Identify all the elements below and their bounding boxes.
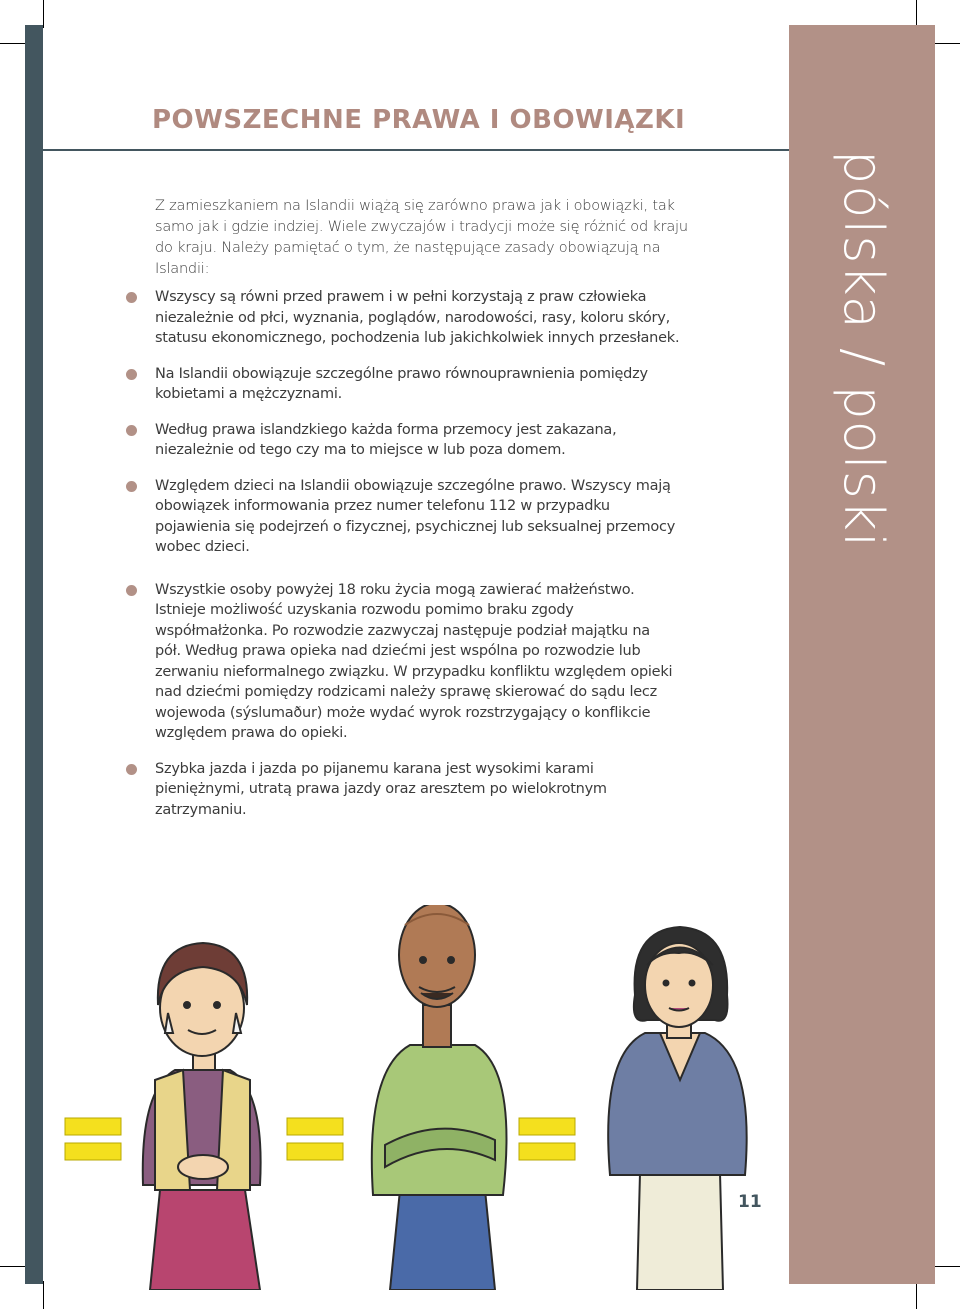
crop-mark [0, 43, 28, 44]
crop-mark [932, 1266, 960, 1267]
crop-mark [0, 1266, 28, 1267]
crop-mark [916, 1281, 917, 1309]
crop-mark [43, 0, 44, 28]
list-item: Według prawa islandzkiego każda forma przemocy jest zakazana, niezależnie od tego czy ma to miejsce w lub poza domem. [0, 420, 700, 461]
woman-with-vest-figure [143, 943, 261, 1290]
list-item: Na Islandii obowiązuje szczególne prawo równouprawnienia pomiędzy kobietami a mężczyznami. [0, 364, 700, 405]
bullet-dot-icon [126, 425, 137, 436]
equals-sign-icon [65, 1118, 121, 1160]
list-item: Względem dzieci na Islandii obowiązuje szczególne prawo. Wszyscy mają obowiązek informowania przez numer telefonu 112 w przypadku pojawienia się podejrzeń o fizycznej, psychicznej lub seksualnej przemocy wobec dzieci. [0, 476, 700, 558]
list-item: Wszyscy są równi przed prawem i w pełni korzystają z praw człowieka niezależnie od płci, wyznania, poglądów, narodowości, rasy, koloru skóry, statusu ekonomicznego, pochodzenia lub jakichkolwiek innych przesłanek. [0, 287, 700, 349]
bullet-dot-icon [126, 585, 137, 596]
equals-sign-icon [287, 1118, 343, 1160]
crop-mark [916, 0, 917, 28]
bullet-dot-icon [126, 481, 137, 492]
intro-paragraph: Z zamieszkaniem na Islandii wiążą się zarówno prawa jak i obowiązki, tak samo jak i gdzie indziej. Wiele zwyczajów i tradycji może się różnić od kraju do kraju. Należy pamiętać o tym, że następujące zasady obowiązują na Islandii: [155, 198, 688, 277]
crop-mark [43, 1281, 44, 1309]
page-number: 11 [738, 1192, 762, 1212]
bald-man-figure [372, 905, 507, 1290]
title-divider [43, 149, 789, 151]
page-title: POWSZECHNE PRAWA I OBOWIĄZKI [152, 105, 686, 135]
rights-list [0, 287, 700, 835]
bullet-dot-icon [126, 369, 137, 380]
list-item: Wszystkie osoby powyżej 18 roku życia mogą zawierać małżeństwo. Istnieje możliwość uzyskania rozwodu pomimo braku zgody współmałżonka. Po rozwodzie zazwyczaj następuje podział majątku na pół. Według prawa opieka nad dziećmi jest wspólna po rozwodzie lub zerwaniu nieformalnego związku. W przypadku konfliktu względem opieki nad dziećmi pomiędzy rodzicami należy sprawę skierować do sądu lecz wojewoda (sýslumaður) może wydać wyrok rozstrzygający o konflikcie względem prawa do opieki. [0, 580, 700, 744]
equality-illustration [55, 905, 785, 1290]
language-label: pólska / polski [832, 150, 895, 549]
equals-sign-icon [519, 1118, 575, 1160]
bullet-dot-icon [126, 292, 137, 303]
list-item: Szybka jazda i jazda po pijanemu karana jest wysokimi karami pieniężnymi, utratą prawa jazdy oraz aresztem po wielokrotnym zatrzymaniu. [0, 759, 700, 821]
crop-mark [932, 43, 960, 44]
bullet-dot-icon [126, 764, 137, 775]
woman-with-dark-hair-figure [608, 927, 746, 1290]
